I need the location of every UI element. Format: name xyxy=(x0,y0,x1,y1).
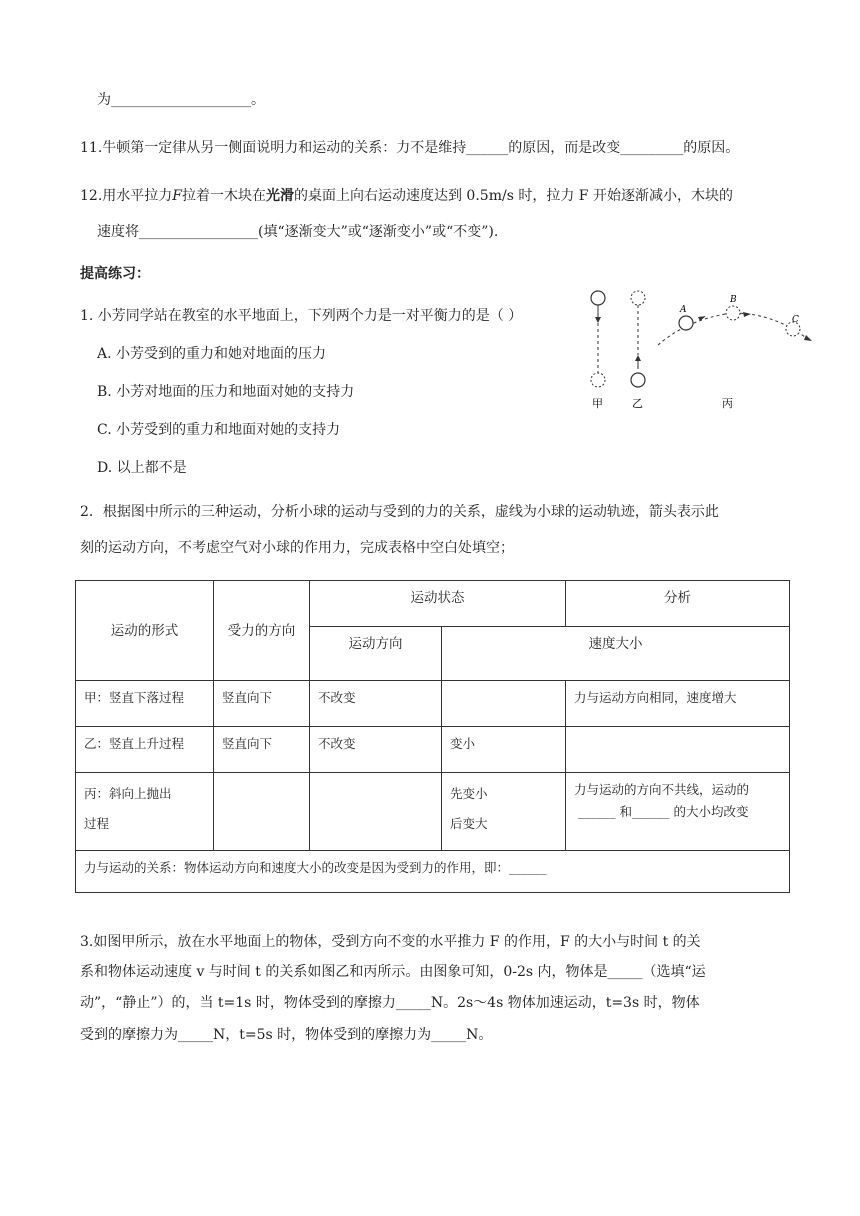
problem-3-line3: 动”，“静止”）的，当 t=1s 时，物体受到的摩擦力_____N。2s～4s 物体加速运动，t=3s 时，物体 xyxy=(80,995,700,1011)
header-analysis: 分析 xyxy=(566,581,790,627)
motion-figure xyxy=(580,283,820,413)
cell-r1-speed-blank[interactable] xyxy=(442,681,566,727)
section-heading: 提高练习： xyxy=(80,266,150,282)
cell-r3-speed-line2: 后变大 xyxy=(450,816,488,831)
cell-r3-form xyxy=(76,773,214,851)
cell-r3-form-line2: 过程 xyxy=(84,816,110,831)
question-12-line2: 速度将_________________(填“逐渐变大”或“逐渐变小”或“不变”). xyxy=(97,224,499,240)
header-motion-form: 运动的形式 xyxy=(76,581,214,681)
problem-3-line2: 系和物体运动速度 v 与时间 t 的关系如图乙和丙所示。由图象可知，0-2s 内，物体是_____（选填“运 xyxy=(80,964,706,980)
table-row xyxy=(76,681,790,727)
ball-b-start xyxy=(631,373,645,387)
fill-line-10-end: 为____________________。 xyxy=(97,92,265,108)
question-11: 11.牛顿第一定律从另一侧面说明力和运动的关系：力不是维持______的原因，而是改变_________的原因。 xyxy=(80,140,740,156)
cell-r2-form: 乙：竖直上升过程 xyxy=(76,727,214,773)
problem-1-option-c: C. 小芳受到的重力和地面对她的支持力 xyxy=(97,422,341,438)
problem-2-line1: 2．根据图中所示的三种运动，分析小球的运动与受到的力的关系，虚线为小球的运动轨迹，箭头表示此 xyxy=(80,504,719,520)
problem-1-option-a: A. 小芳受到的重力和她对地面的压力 xyxy=(97,346,327,362)
cell-r2-speed: 变小 xyxy=(442,727,566,773)
header-motion-state: 运动状态 xyxy=(310,581,566,627)
cell-r3-analysis-line1: 力与运动的方向不共线，运动的 xyxy=(574,782,750,797)
q12-text-a: 12.用水平拉力 xyxy=(80,188,173,204)
cell-r1-form: 甲：竖直下落过程 xyxy=(76,681,214,727)
problem-3-line1: 3.如图甲所示，放在水平地面上的物体，受到方向不变的水平推力 F 的作用，F 的大小与时间 t 的关 xyxy=(80,934,701,950)
q12-text-b: 拉着一木块在 xyxy=(181,188,266,204)
q12-text-c: 的桌面上向右运动速度达到 0.5m/s 时，拉力 F 开始逐渐减小，木块的 xyxy=(293,188,733,204)
cell-r1-analysis: 力与运动方向相同，速度增大 xyxy=(566,681,790,727)
cell-r1-force: 竖直向下 xyxy=(214,681,310,727)
ball-b-top xyxy=(631,291,645,305)
ball-c-a xyxy=(679,316,693,330)
q12-force-symbol: F xyxy=(172,188,182,204)
cell-r1-direction: 不改变 xyxy=(310,681,442,727)
problem-1-stem: 1. 小芳同学站在教室的水平地面上，下列两个力是一对平衡力的是（ ） xyxy=(80,308,523,324)
cell-r3-speed xyxy=(442,773,566,851)
question-12-line1 xyxy=(80,186,733,206)
point-a-label: A xyxy=(680,305,687,315)
cell-r3-direction-blank[interactable] xyxy=(310,773,442,851)
ball-c-b xyxy=(726,306,740,320)
point-b-label: B xyxy=(730,295,737,305)
header-force-direction: 受力的方向 xyxy=(214,581,310,681)
cell-r2-force: 竖直向下 xyxy=(214,727,310,773)
ball-a-start xyxy=(591,291,605,305)
cell-r3-analysis-line2: ______ 和______ 的大小均改变 xyxy=(578,804,749,819)
figure-label-c: 丙 xyxy=(722,397,733,410)
cell-r3-force-blank[interactable] xyxy=(214,773,310,851)
cell-r3-form-line1: 丙：斜向上抛出 xyxy=(84,786,172,801)
table-row xyxy=(76,727,790,773)
problem-1-option-b: B. 小芳对地面的压力和地面对她的支持力 xyxy=(97,384,355,400)
table-row xyxy=(76,773,790,851)
figure-label-b: 乙 xyxy=(632,397,643,410)
cell-r2-analysis-blank[interactable] xyxy=(566,727,790,773)
cell-r3-analysis xyxy=(566,773,790,851)
cell-r2-direction: 不改变 xyxy=(310,727,442,773)
table-row xyxy=(76,851,790,893)
figure-label-a: 甲 xyxy=(592,397,603,410)
header-motion-direction: 运动方向 xyxy=(310,627,442,681)
problem-3-line4: 受到的摩擦力为_____N，t=5s 时，物体受到的摩擦力为_____N。 xyxy=(80,1027,493,1043)
problem-2-line2: 刻的运动方向，不考虑空气对小球的作用力，完成表格中空白处填空； xyxy=(80,540,514,556)
q12-bold-smooth: 光滑 xyxy=(265,188,294,204)
header-speed: 速度大小 xyxy=(442,627,790,681)
cell-footer-relation: 力与运动的关系：物体运动方向和速度大小的改变是因为受到力的作用，即：______ xyxy=(76,851,790,893)
cell-r3-speed-line1: 先变小 xyxy=(450,786,488,801)
problem-1-option-d: D. 以上都不是 xyxy=(97,460,187,476)
motion-analysis-table xyxy=(75,580,790,893)
ball-a-end xyxy=(591,373,605,387)
point-c-label: C xyxy=(792,315,799,325)
